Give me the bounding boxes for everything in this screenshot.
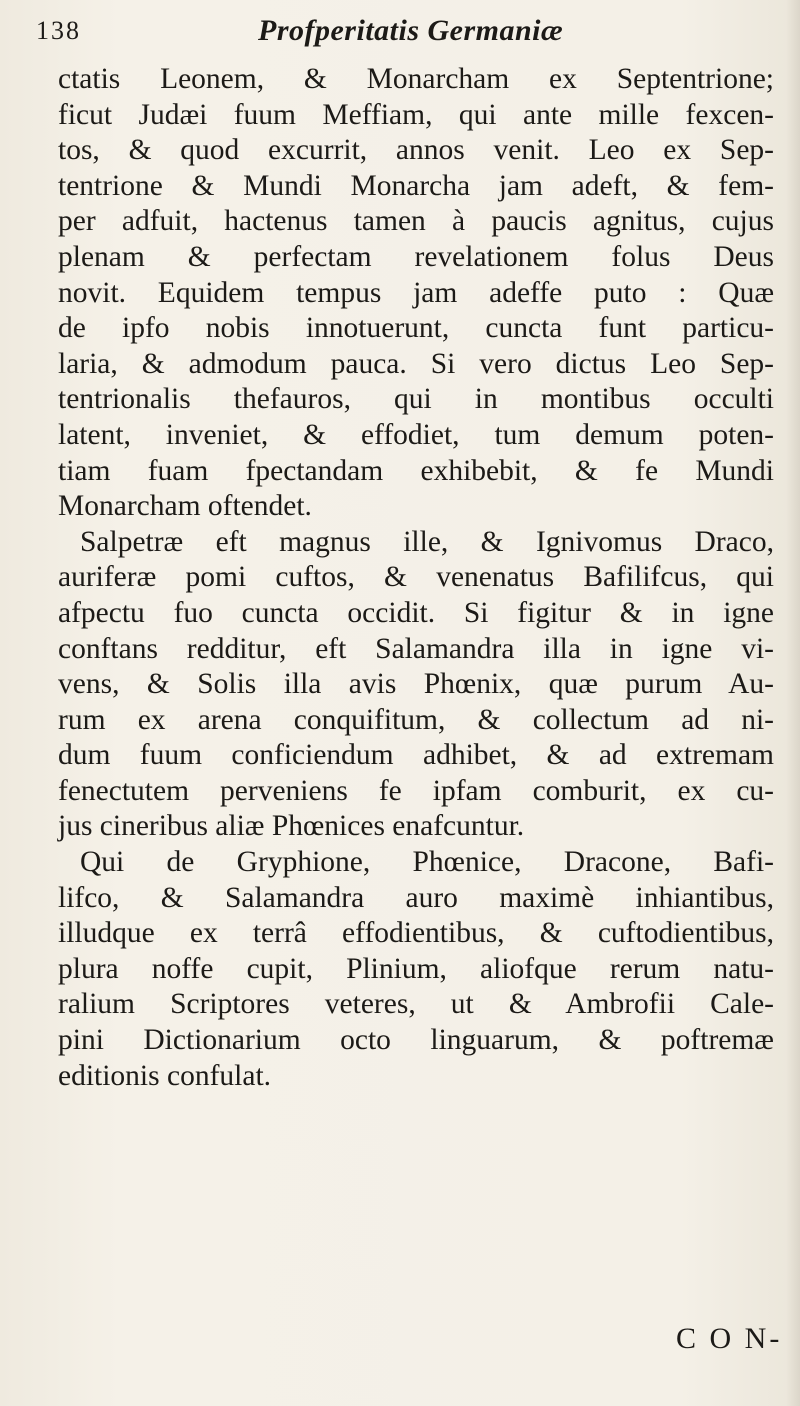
text-line: tentrionalis thefauros, qui in montibus occulti	[58, 383, 774, 416]
text-line: Salpetræ eft magnus ille, & Ignivomus Draco,	[80, 525, 774, 558]
running-title: Profperitatis Germaniæ	[258, 14, 564, 47]
text-line: Qui de Gryphione, Phœnice, Dracone, Bafi-	[80, 846, 774, 879]
text-line: plenam & perfectam revelationem folus Deus	[58, 240, 774, 273]
body-text	[58, 62, 774, 1094]
text-line: ralium Scriptores veteres, ut & Ambrofii Cale-	[58, 988, 774, 1021]
text-line: editionis confulat.	[58, 1059, 272, 1092]
text-line: vens, & Solis illa avis Phœnix, quæ purum Au-	[58, 668, 774, 701]
text-line: lifco, & Salamandra auro maximè inhiantibus,	[58, 881, 774, 914]
text-line: rum ex arena conquifitum, & collectum ad ni-	[58, 703, 774, 736]
text-line: novit. Equidem tempus jam adeffe puto : Quæ	[58, 276, 774, 309]
text-line: afpectu fuo cuncta occidit. Si figitur & in igne	[58, 596, 774, 629]
text-line: conftans redditur, eft Salamandra illa in igne vi-	[58, 632, 774, 665]
text-line: auriferæ pomi cuftos, & venenatus Bafilifcus, qui	[58, 561, 774, 594]
text-line: tentrione & Mundi Monarcha jam adeft, & fem-	[58, 169, 774, 202]
text-line: illudque ex terrâ effodientibus, & cuftodientibus,	[58, 917, 774, 950]
text-line: ficut Judæi fuum Meffiam, qui ante mille fexcen-	[58, 98, 774, 131]
text-line: fenectutem perveniens fe ipfam comburit, ex cu-	[58, 774, 774, 807]
text-line: tiam fuam fpectandam exhibebit, & fe Mundi	[58, 454, 774, 487]
text-line: dum fuum conficiendum adhibet, & ad extremam	[58, 739, 774, 772]
text-line: jus cineribus aliæ Phœnices enafcuntur.	[58, 810, 525, 843]
text-line: tos, & quod excurrit, annos venit. Leo ex Sep-	[58, 134, 774, 167]
text-line: latent, inveniet, & effodiet, tum demum poten-	[58, 418, 774, 451]
page-number: 138	[36, 16, 81, 45]
text-line: plura noffe cupit, Plinium, aliofque rerum natu-	[58, 952, 774, 985]
text-line: de ipfo nobis innotuerunt, cuncta funt particu-	[58, 312, 774, 345]
text-line: pini Dictionarium octo linguarum, & poftremæ	[58, 1024, 774, 1057]
text-line: per adfuit, hactenus tamen à paucis agnitus, cujus	[58, 205, 774, 238]
text-line: Monarcham oftendet.	[58, 490, 312, 523]
catchword: C O N-	[676, 1322, 783, 1355]
text-line: ctatis Leonem, & Monarcham ex Septentrione;	[58, 63, 774, 95]
text-line: laria, & admodum pauca. Si vero dictus Leo Sep-	[58, 347, 774, 380]
page-edge-shadow	[786, 0, 800, 1406]
running-head	[36, 14, 756, 58]
